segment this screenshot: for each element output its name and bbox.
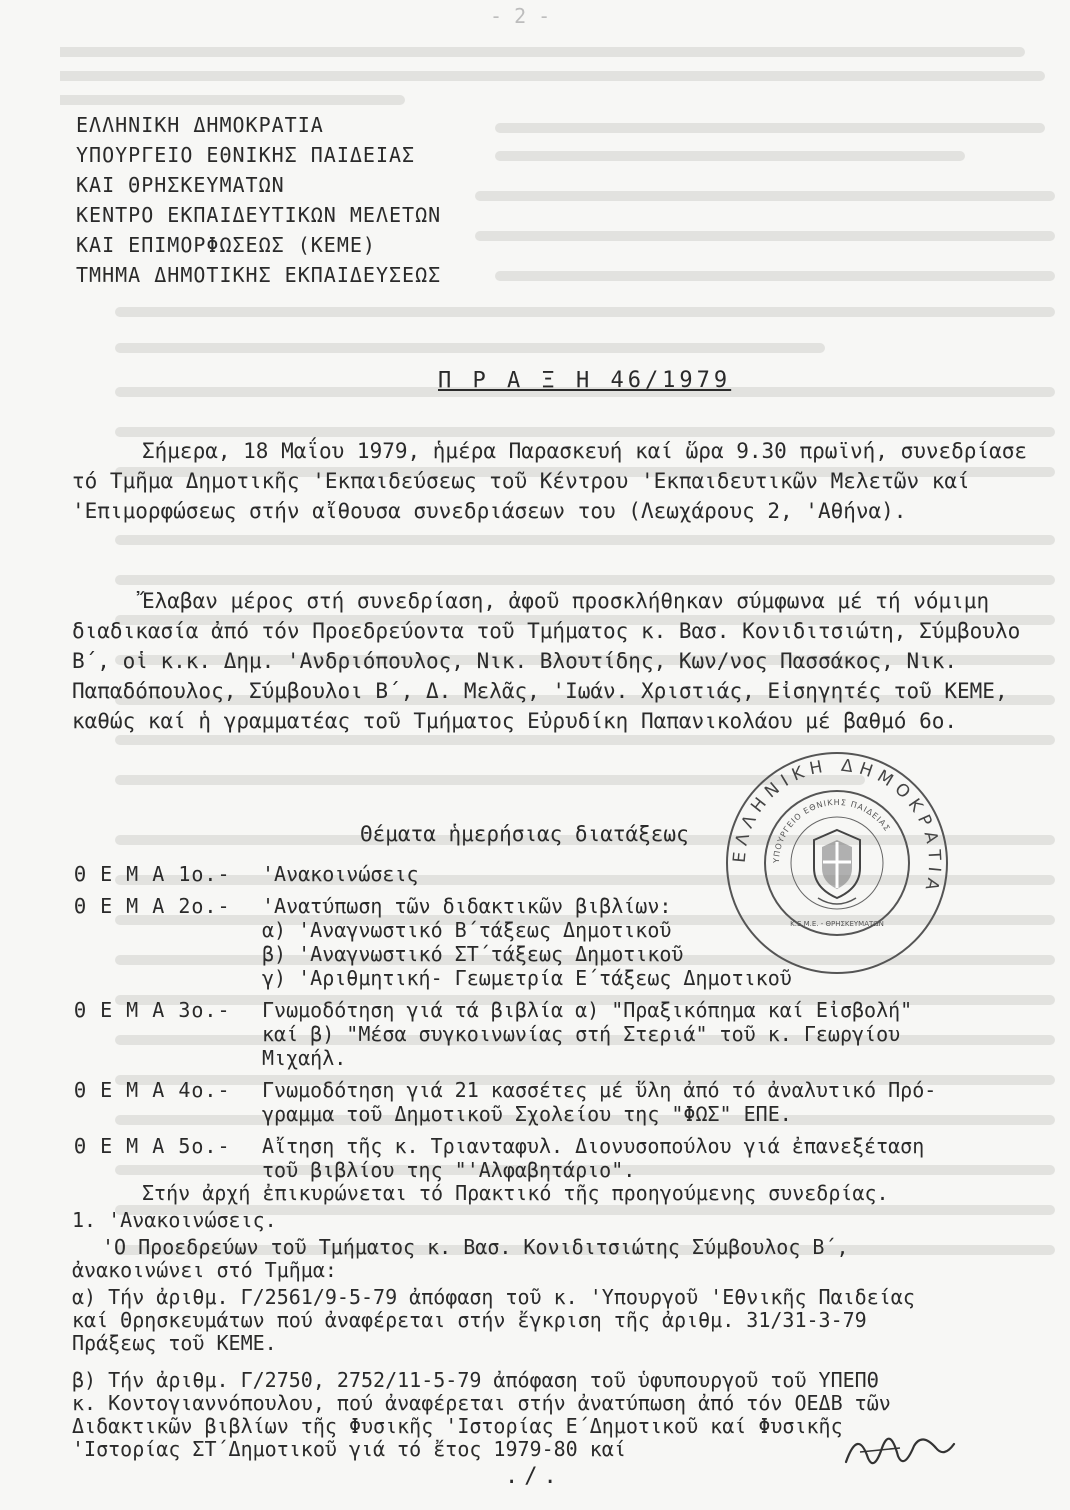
letterhead-line: ΚΕΝΤΡΟ ΕΚΠΑΙΔΕΥΤΙΚΩΝ ΜΕΛΕΤΩΝ bbox=[76, 203, 442, 227]
announcement-text: κ. Κοντογιαννόπουλου, πού ἀναφέρεται στήν ἀνατύπωση ἀπό τόν ΟΕΔΒ τῶν bbox=[72, 1391, 891, 1415]
continuation-marker: ./. bbox=[505, 1464, 563, 1489]
letterhead-line: ΕΛΛΗΝΙΚΗ ΔΗΜΟΚΡΑΤΙΑ bbox=[76, 113, 324, 137]
agenda-item-text: τοῦ βιβλίου της "'Αλφαβητάριο". bbox=[262, 1158, 636, 1182]
participants-paragraph: Ἔλαβαν μέρος στή συνεδρίαση, ἀφοῦ προσκλήθηκαν σύμφωνα μέ τή νόμιμη διαδικασία ἀπό τόν Προεδρεύοντα τοῦ Τμήματος κ. Βασ. Κονιδιτσιώτη, Σύμβουλο Β΄, οἱ κ.κ. Δημ. 'Ανδριόπουλος, Νικ. Βλουτίδης, Κων/νος Πασσάκος, Νικ. Παπαδόπουλος, Σύμβουλοι Β΄, Δ. Μελᾶς, 'Ιωάν. Χριστιάς, Εἰσηγητές τοῦ ΚΕΜΕ, καθώς καί ἡ γραμματέας τοῦ Τμήματος Εὐρυδίκη Παπανικολάου μέ βαθμό 6ο. bbox=[72, 589, 1021, 733]
announcement-text: 'Ιστορίας ΣΤ΄Δημοτικοῦ γιά τό ἔτος 1979-80 καί bbox=[72, 1437, 626, 1461]
announcement-text: ἀνακοινώνει στό Τμῆμα: bbox=[72, 1258, 337, 1282]
agenda-item-text: καί β) "Μέσα συγκοινωνίας στή Στεριά" τοῦ κ. Γεωργίου bbox=[262, 1022, 901, 1046]
letterhead-line: ΥΠΟΥΡΓΕΙΟ ΕΘΝΙΚΗΣ ΠΑΙΔΕΙΑΣ bbox=[76, 143, 416, 167]
announcement-text: Διδακτικῶν βιβλίων τῆς Φυσικῆς 'Ιστορίας Ε΄Δημοτικοῦ καί Φυσικῆς bbox=[72, 1414, 843, 1438]
agenda-item-text: Γνωμοδότηση γιά τά βιβλία α) "Πραξικόπημα καί Εἰσβολή" bbox=[262, 998, 913, 1022]
letterhead-line: ΤΜΗΜΑ ΔΗΜΟΤΙΚΗΣ ΕΚΠΑΙΔΕΥΣΕΩΣ bbox=[76, 263, 442, 287]
minutes-approval: Στήν ἀρχή ἐπικυρώνεται τό Πρακτικό τῆς προηγούμενης συνεδρίας. bbox=[142, 1181, 889, 1205]
agenda-item-text: Αἴτηση τῆς κ. Τριανταφυλ. Διονυσοπούλου γιά ἐπανεξέταση bbox=[262, 1134, 925, 1158]
agenda-item-label: Θ Ε Μ Α 2ο.- bbox=[74, 894, 231, 918]
agenda-item-label: Θ Ε Μ Α 4ο.- bbox=[74, 1078, 231, 1102]
agenda-item-label: Θ Ε Μ Α 3ο.- bbox=[74, 998, 231, 1022]
letterhead-line: ΚΑΙ ΘΡΗΣΚΕΥΜΑΤΩΝ bbox=[76, 173, 285, 197]
agenda-item-label: Θ Ε Μ Α 5ο.- bbox=[74, 1134, 231, 1158]
handwritten-signature bbox=[840, 1418, 960, 1478]
agenda-item bbox=[74, 894, 1030, 990]
letterhead-line: ΚΑΙ ΕΠΙΜΟΡΦΩΣΕΩΣ (ΚΕΜΕ) bbox=[76, 233, 376, 257]
announcement-text: β) Τήν ἀριθμ. Γ/2750, 2752/11-5-79 ἀπόφαση τοῦ ὑφυπουργοῦ τοῦ ΥΠΕΠΘ bbox=[72, 1368, 879, 1392]
seal-inner-text: ΥΠΟΥΡΓΕΙΟ ΕΘΝΙΚΗΣ ΠΑΙΔΕΙΑΣ bbox=[771, 797, 892, 864]
agenda-item-text: Μιχαήλ. bbox=[262, 1046, 347, 1070]
intro-paragraph: Σήμερα, 18 Μαΐου 1979, ἡμέρα Παρασκευή καί ὥρα 9.30 πρωϊνή, συνεδρίασε τό Τμῆμα Δημοτικῆς 'Εκπαιδεύσεως τοῦ Κέντρου 'Εκπαιδευτικῶν Μελετῶν καί 'Επιμορφώσεως στήν αἴθουσα συνεδριάσεων του (Λεωχάρους 2, 'Αθήνα). bbox=[72, 439, 1028, 523]
agenda-item-label: Θ Ε Μ Α 1ο.- bbox=[74, 862, 231, 886]
agenda-item-text: 'Ανακοινώσεις bbox=[262, 862, 419, 886]
announcement-text: 'Ο Προεδρεύων τοῦ Τμήματος κ. Βασ. Κονιδιτσιώτης Σύμβουλος Β΄, bbox=[102, 1235, 849, 1259]
announcement-text: καί Θρησκευμάτων πού ἀναφέρεται στήν ἔγκριση τῆς ἀριθμ. 31/31-3-79 bbox=[72, 1308, 867, 1332]
agenda-list bbox=[74, 862, 1030, 1190]
agenda-item-text: 'Ανατύπωση τῶν διδακτικῶν βιβλίων: bbox=[262, 894, 672, 918]
agenda-item-text: γραμμα τοῦ Δημοτικοῦ Σχολείου της "ΦΩΣ" ΕΠΕ. bbox=[262, 1102, 792, 1126]
announcement-text: α) Τήν ἀριθμ. Γ/2561/9-5-79 ἀπόφαση τοῦ κ. 'Υπουργοῦ 'Εθνικῆς Παιδείας bbox=[72, 1285, 915, 1309]
agenda-item bbox=[74, 998, 1030, 1070]
act-title: Π Ρ Α Ξ Η 46/1979 bbox=[438, 368, 732, 393]
seal-outer-text: ΕΛΛΗΝΙΚΗ ΔΗΜΟΚΡΑΤΙΑ bbox=[729, 755, 945, 899]
agenda-title: Θέματα ἡμερήσιας διατάξεως bbox=[360, 822, 689, 846]
agenda-item-text: Γνωμοδότηση γιά 21 κασσέτες μέ ὕλη ἀπό τό ἀναλυτικό Πρό- bbox=[262, 1078, 937, 1102]
agenda-subitem: γ) 'Αριθμητική- Γεωμετρία Ε΄τάξεως Δημοτικοῦ bbox=[262, 966, 792, 990]
announcement-text: Πράξεως τοῦ ΚΕΜΕ. bbox=[72, 1331, 277, 1355]
agenda-item bbox=[74, 1078, 1030, 1126]
agenda-item bbox=[74, 862, 1030, 886]
announcements-heading: 1. 'Ανακοινώσεις. bbox=[72, 1208, 277, 1232]
agenda-item bbox=[74, 1134, 1030, 1182]
letterhead bbox=[76, 110, 441, 290]
page-number-top: - 2 - bbox=[490, 4, 551, 28]
seal-bottom-text: Κ.Ε.Μ.Ε. - ΘΡΗΣΚΕΥΜΑΤΩΝ bbox=[790, 920, 884, 928]
agenda-subitem: α) 'Αναγνωστικό Β΄τάξεως Δημοτικοῦ bbox=[262, 918, 672, 942]
intro-paragraph-block bbox=[72, 436, 1030, 526]
agenda-subitem: β) 'Αναγνωστικό ΣΤ΄τάξεως Δημοτικοῦ bbox=[262, 942, 684, 966]
participants-paragraph-block bbox=[72, 586, 1030, 736]
